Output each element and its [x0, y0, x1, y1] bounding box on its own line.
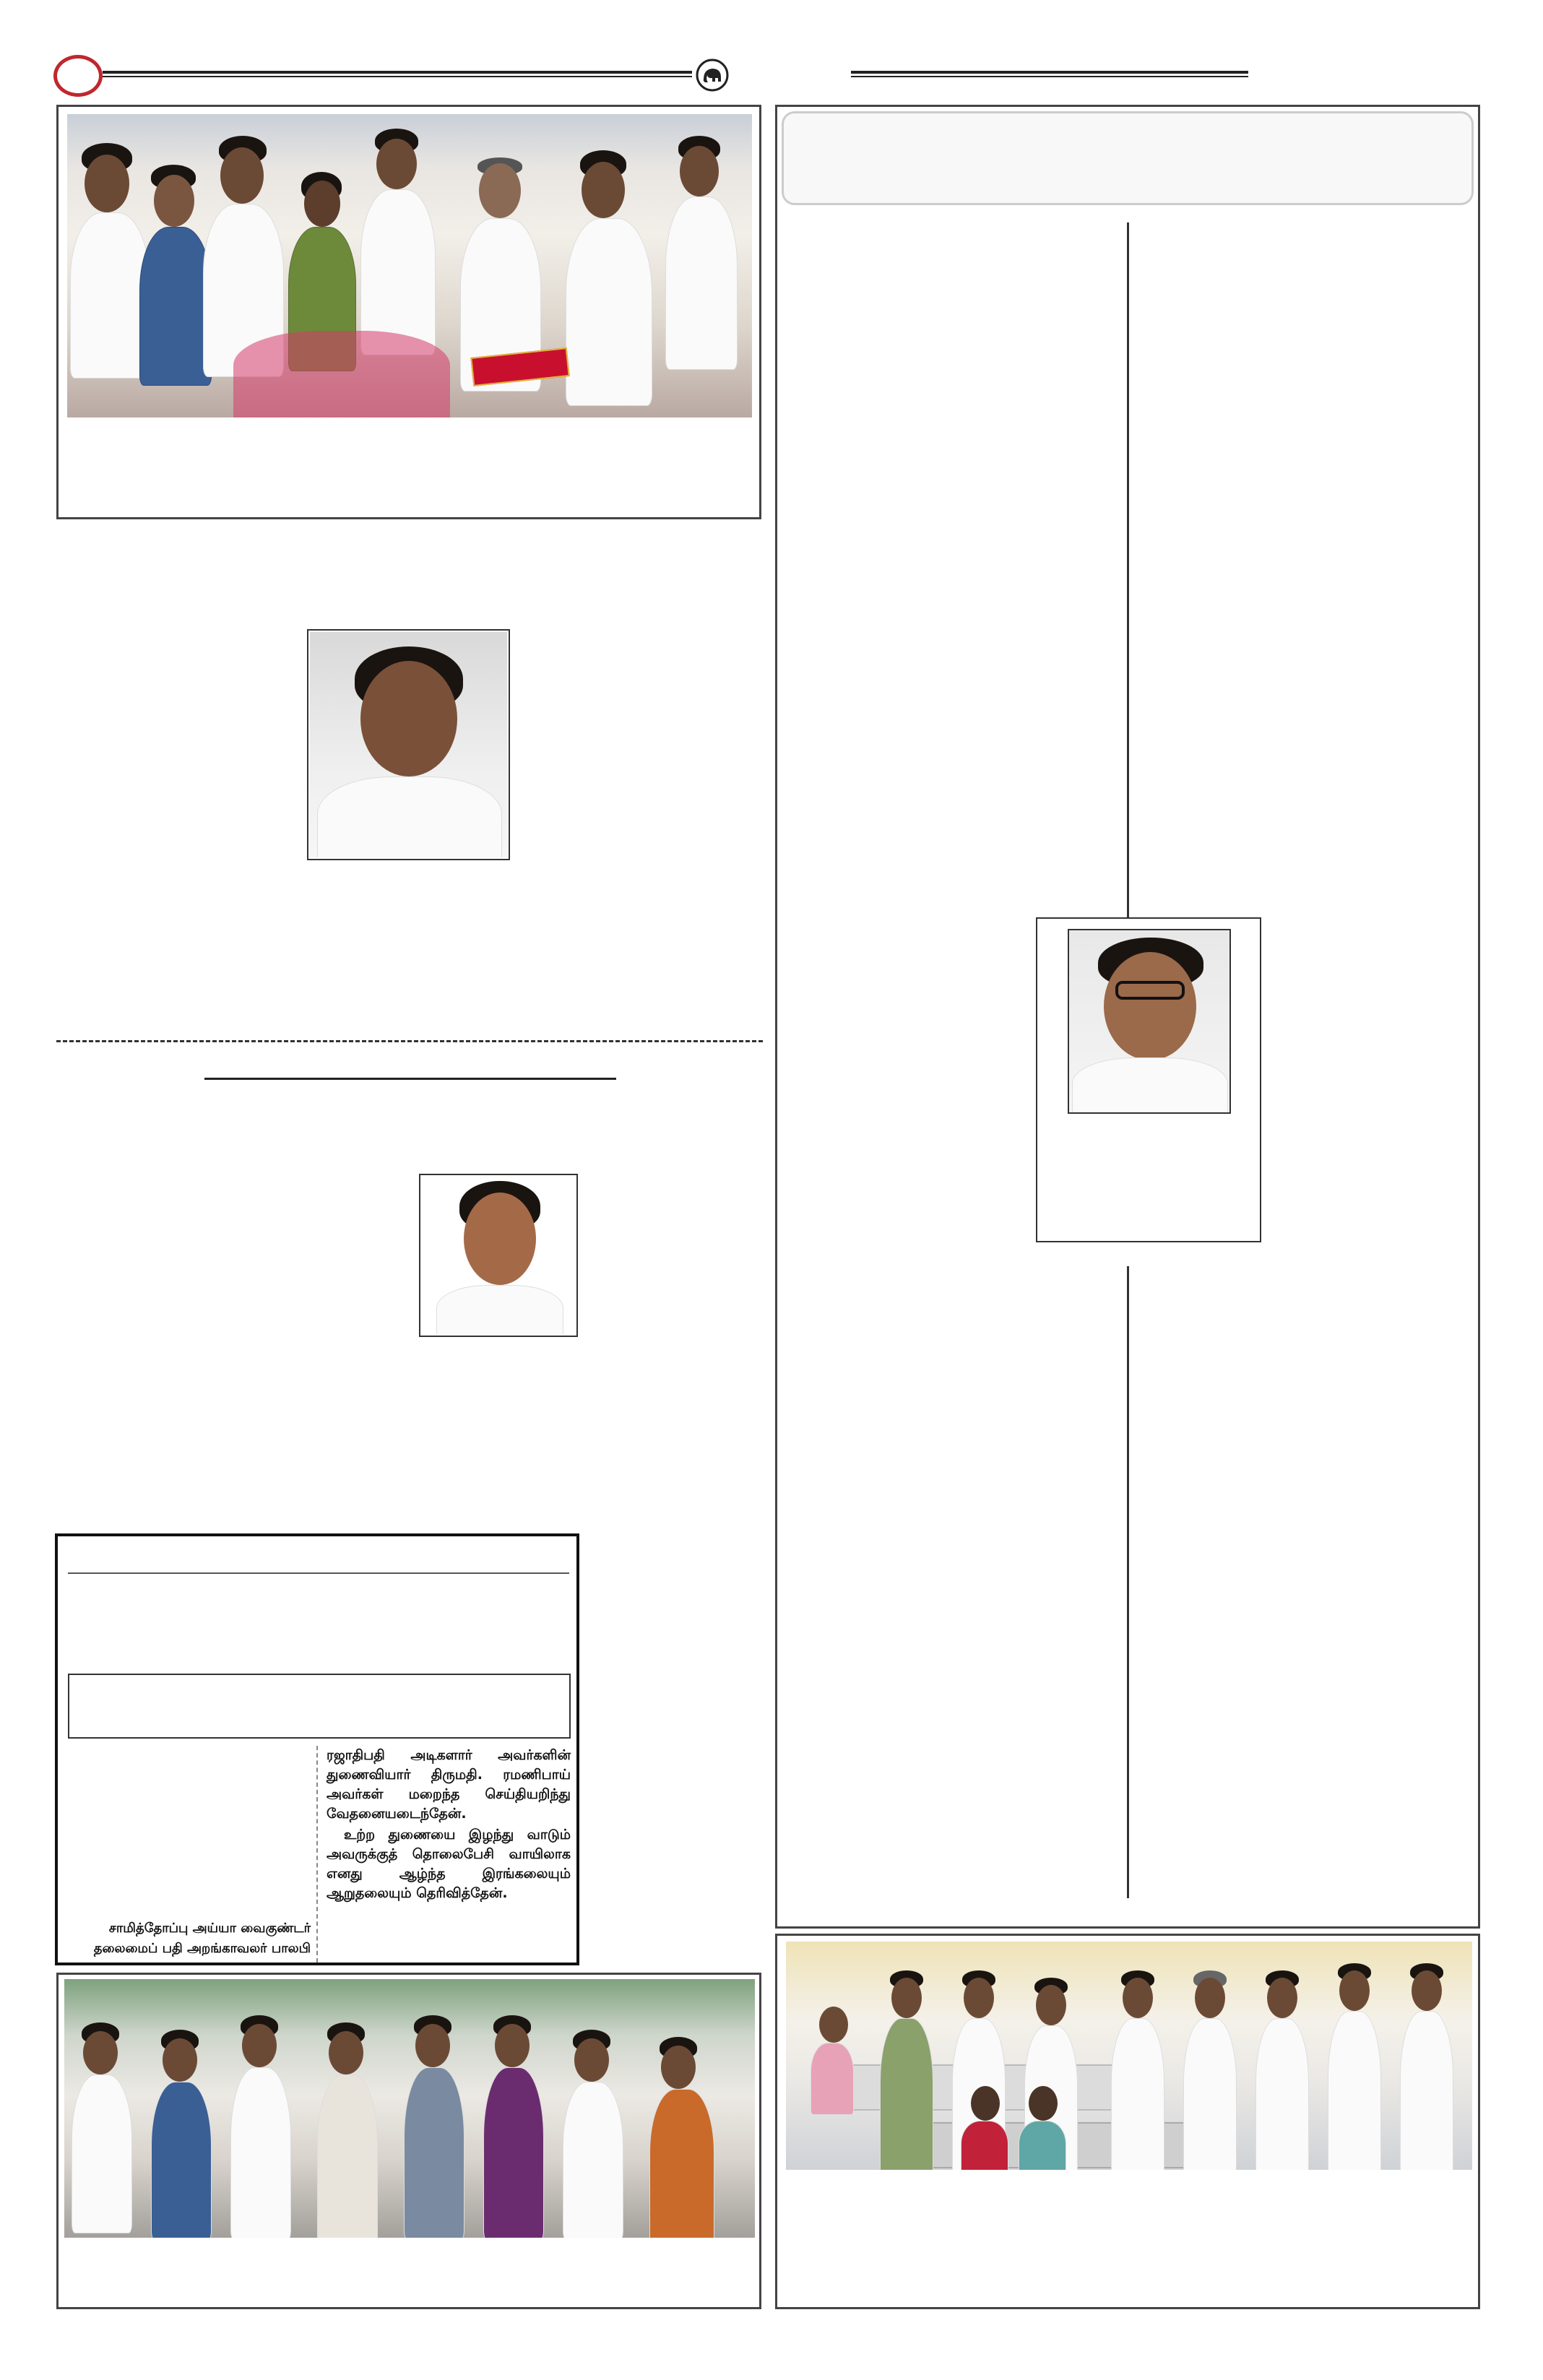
portrait-photo-2 [419, 1174, 578, 1337]
notice-rule [68, 1572, 569, 1574]
column-divider-upper [1127, 222, 1129, 1018]
notice-paragraph-right-2: உற்ற துணையை இழந்து வாடும் அவருக்குத் தொலைபேசி வாயிலாக எனது ஆழ்ந்த இரங்கலையும் ஆறுதலையும் தெரிவித்தேன். [327, 1827, 571, 1901]
photo-event-inspection [64, 1979, 755, 2238]
header-rule-right-thin [851, 76, 1248, 77]
column-divider-lower [1127, 1266, 1129, 1898]
portrait-photo-3 [1036, 917, 1261, 1242]
photo-event-distribution [67, 114, 752, 417]
notice-line-left-2: தலைமைப் பதி அறங்காவலர் பாலபி [93, 1941, 311, 1956]
notice-inner-box [68, 1674, 571, 1739]
news-box-bottom-left [56, 1973, 761, 2309]
header-emblem-left [53, 55, 103, 97]
notice-box [55, 1533, 579, 1965]
photo-event-school [786, 1942, 1472, 2170]
elephant-emblem-icon [695, 58, 730, 92]
section-divider-dashed [56, 1040, 763, 1042]
header-rule-left [103, 71, 692, 74]
headline-banner [782, 111, 1474, 205]
news-box-bottom-right [775, 1934, 1480, 2309]
header-rule-left-thin [103, 76, 692, 77]
portrait-photo-1 [307, 629, 510, 860]
news-box-top-left [56, 105, 761, 519]
notice-line-left-1: சாமித்தோப்பு அய்யா வைகுண்டர் [108, 1921, 311, 1936]
news-box-right-main [775, 105, 1480, 1929]
notice-column-divider [316, 1746, 318, 1963]
section-heading-rule [204, 1078, 616, 1080]
header-rule-right [851, 71, 1248, 74]
notice-paragraph-right: ரஜாதிபதி அடிகளார் அவர்களின் துணைவியார் திருமதி. ரமணிபாய் அவர்கள் மறைந்த செய்தியறிந்து வேதனையடைந்தேன். [327, 1747, 571, 1822]
